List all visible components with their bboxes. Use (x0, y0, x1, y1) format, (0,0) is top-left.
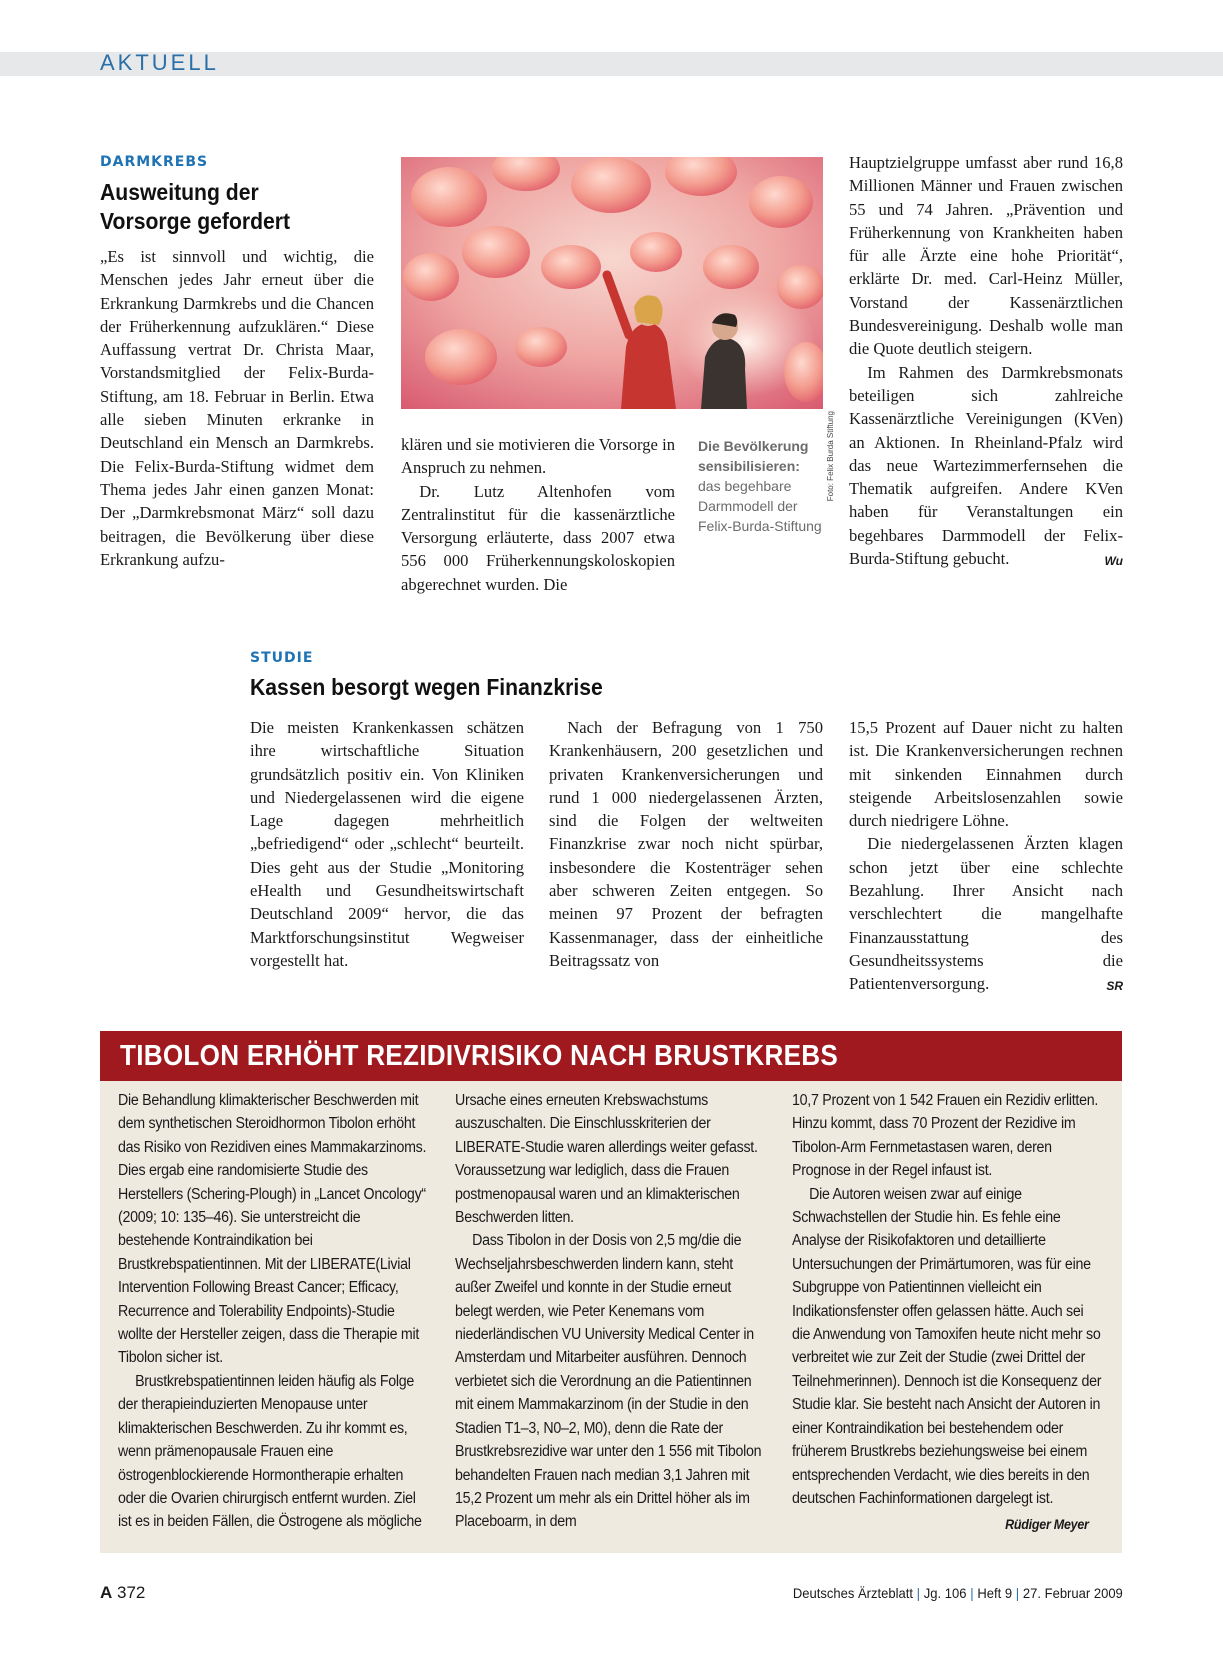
article2-col3-paragraph-2 (849, 832, 1123, 995)
footer-separator: | (970, 1585, 974, 1601)
footer-info (793, 1585, 1123, 1601)
box-column-2 (455, 1089, 765, 1534)
article1-col2-paragraph-2: Dr. Lutz Altenhofen vom Zentralinstitut für die kassenärztliche Versorgung erläuterte, dass 2007 etwa 556 000 Früherkennungskoloskopien abgerechnet wurden. Die (401, 481, 675, 594)
footer-date: 27. Februar 2009 (1023, 1585, 1123, 1601)
article1-signature: Wu (1104, 554, 1123, 569)
article1-col3-paragraph-2-text: Im Rahmen des Darmkrebsmonats beteiligen sich zahlreiche Kassenärztliche Vereinigungen (KVen) an Aktionen. In Rheinland-Pfalz wird das neue Wartezimmerfernsehen die Thematik aufgreifen. Andere KVen haben für Veranstaltungen ein begehbares Darmmodell der Felix-Burda-Stiftung gebucht. (849, 362, 1123, 569)
article1-headline (100, 178, 376, 236)
tibolon-box-title: TIBOLON ERHÖHT REZIDIVRISIKO NACH BRUSTKREBS (120, 1040, 839, 1072)
article2-column-2 (549, 716, 823, 972)
box-col3-paragraph-1: 10,7 Prozent von 1 542 Frauen ein Rezidiv erlitten. Hinzu kommt, dass 70 Prozent der Rezidive im Tibolon-Arm Fernmetastasen waren, deren Prognose in der Regel infaust ist. (792, 1092, 1099, 1180)
article1-headline-line2: Vorsorge gefordert (100, 208, 291, 234)
photo-credit: Foto: Felix Burda Stiftung (826, 411, 835, 502)
box-col1-paragraph-1: Die Behandlung klimakterischer Beschwerden mit dem synthetischen Steroidhormon Tibolon erhöht das Risiko von Rezidiven eines Mammakarzinoms. Dies ergab eine randomisierte Studie des Herstellers (Schering-Plough) in „Lancet Oncology“ (2009; 10: 135–46). Sie unterstreicht die bestehende Kontraindikation bei Brustkrebspatientinnen. Mit der LIBERATE(Livial Intervention Following Breast Cancer; Efficacy, Recurrence and Tolerability Endpoints)-Studie wollte der Hersteller zeigen, dass die Therapie mit Tibolon sicher ist. (118, 1092, 427, 1367)
article2-col1-text: Die meisten Krankenkassen schätzen ihre wirtschaftliche Situation grundsätzlich positiv ein. Von Kliniken und Niedergelassenen wird die eigene Lage dagegen mehrheitlich „befriedigend“ oder „schlecht“ beurteilt. Dies geht aus der Studie „Monitoring eHealth und Gesundheitswirtschaft Deutschland 2009“ hervor, die das Marktforschungsinstitut Wegweiser vorgestellt hat. (250, 718, 524, 970)
caption-title: Die Bevölkerung sensibilisieren: (698, 438, 809, 474)
article2-headline: Kassen besorgt wegen Finanzkrise (250, 674, 603, 700)
box-signature: Rüdiger Meyer (1005, 1517, 1089, 1533)
box-col1-paragraph-2: Brustkrebspatientinnen leiden häufig als Folge der therapieinduzierten Menopause unter klimakterischen Beschwerden. Zu ihr kommt es, wenn prämenopausale Frauen eine östrogenblockierende Hormontherapie erhalten oder die Ovarien chirurgisch entfernt wurden. Ziel ist es in beiden Fällen, die Östrogene als mögliche (118, 1372, 422, 1531)
intestine-model-photo (401, 157, 823, 409)
article1-column-2 (401, 433, 675, 596)
article1-col1-text: „Es ist sinnvoll und wichtig, die Menschen jedes Jahr erneut über die Erkrankung Darmkrebs und die Chancen der Früherkennung aufzuklären.“ Diese Auffassung vertrat Dr. Christa Maar, Vorstandsmitglied der Felix-Burda-Stiftung, am 18. Februar in Berlin. Etwa alle sieben Minuten erkranke in Deutschland ein Mensch an Darmkrebs. Die Felix-Burda-Stiftung widmet dem Thema jedes Jahr einen ganzen Monat: Der „Darmkrebsmonat März“ soll dazu beitragen, die Bevölkerung über diese Erkrankung aufzu- (100, 247, 374, 569)
article2-col2-text: Nach der Befragung von 1 750 Krankenhäusern, 200 gesetzlichen und privaten Krankenversicherungen und rund 1 000 niedergelassenen Ärzten, sind die Folgen der weltweiten Finanzkrise zwar noch nicht spürbar, insbesondere die Kostenträger sehen aber schweren Zeiten entgegen. So meinen 97 Prozent der befragten Kassenmanager, dass der einheitliche Beitragssatz von (549, 718, 823, 970)
page-number-value: 372 (117, 1583, 146, 1602)
article1-col3-paragraph-2 (849, 361, 1123, 571)
article2-kicker: STUDIE (250, 650, 314, 666)
article2-col3-paragraph-2-text: Die niedergelassenen Ärzten klagen schon jetzt über eine schlechte Bezahlung. Ihrer Ansicht nach verschlechtert die mangelhafte Finanzausstattung des Gesundheitssystems die Patientenversorgung. (849, 834, 1123, 994)
box-col3-paragraph-2-text: Die Autoren weisen zwar auf einige Schwachstellen der Studie hin. Es fehle eine Analyse der Risikofaktoren und detaillierte Untersuchungen der Primärtumoren, was für eine Subgruppe von Patientinnen vielleicht ein Indikationsfenster offen gelassen hätte. Auch sei die Anwendung von Tamoxifen heute nicht mehr so verbreitet wie zur Zeit der Studie (zwei Drittel der Teilnehmerinnen). Dennoch ist die Konsequenz der Studie klar. Sie besteht nach Ansicht der Autoren in einer Kontraindikation bei bestehendem oder früherem Brustkrebs beziehungsweise bei einem entsprechenden Verdacht, wie dies bereits in den deutschen Fachinformationen dargelegt ist. (792, 1185, 1102, 1507)
box-col2-paragraph-2: Dass Tibolon in der Dosis von 2,5 mg/die die Wechseljahrsbeschwerden lindern kann, steht außer Zweifel und konnte in der Studie erneut belegt werden, wie Peter Kenemans vom niederländischen VU University Medical Center in Amsterdam und Mitarbeiter ausführen. Dennoch verbietet sich die Verordnung an die Patientinnen mit einem Mammakarzinom (in der Studie in den Stadien T1–3, N0–2, M0), denn die Rate der Brustkrebsrezidive war unter den 1 556 mit Tibolon behandelten Frauen nach median 3,1 Jahren mit 15,2 Prozent um mehr als ein Drittel höher als im Placeboarm, in dem (455, 1232, 762, 1531)
photo-caption (698, 436, 828, 536)
box-col3-paragraph-2 (792, 1183, 1102, 1533)
article1-photo (401, 157, 823, 409)
article1-column-3 (849, 151, 1123, 573)
article1-col2-paragraph-1: klären und sie motivieren die Vorsorge in Anspruch zu nehmen. (401, 435, 675, 478)
footer-separator: | (1016, 1585, 1020, 1601)
article2-col3-paragraph-1: 15,5 Prozent auf Dauer nicht zu halten ist. Die Krankenversicherungen rechnen mit sinkenden Einnahmen durch steigende Arbeitslosenzahlen sowie durch niedrigere Löhne. (849, 718, 1123, 831)
footer-journal: Deutsches Ärzteblatt (793, 1585, 914, 1601)
box-column-1 (118, 1089, 428, 1534)
article1-kicker: DARMKREBS (100, 154, 209, 170)
page-number (100, 1583, 145, 1603)
article2-signature: SR (1106, 979, 1123, 994)
footer-issue: Heft 9 (977, 1585, 1013, 1601)
footer-volume: Jg. 106 (923, 1585, 967, 1601)
article1-col3-paragraph-1: Hauptzielgruppe umfasst aber rund 16,8 Millionen Männer und Frauen zwischen 55 und 74 Jahren. „Prävention und Früherkennung von Krankheiten haben für alle Ärzte eine hohe Priorität“, erklärte Dr. med. Carl-Heinz Müller, Vorstand der Kassenärztlichen Bundesvereinigung. Deshalb wolle man die Quote deutlich steigern. (849, 153, 1123, 359)
article1-column-1 (100, 245, 374, 571)
footer-separator: | (916, 1585, 921, 1601)
box-col2-paragraph-1: Ursache eines erneuten Krebswachstums auszuschalten. Die Einschlusskriterien der LIBERATE-Studie waren allerdings weiter gefasst. Voraussetzung war lediglich, dass die Frauen postmenopausal waren und an klimakterischen Beschwerden litten. (455, 1092, 758, 1227)
box-column-3 (792, 1089, 1102, 1537)
section-label: AKTUELL (100, 50, 219, 75)
caption-text: das begehbare Darmmodell der Felix-Burda-Stiftung (698, 478, 822, 534)
article2-column-3 (849, 716, 1123, 999)
article1-headline-line1: Ausweitung der (100, 179, 259, 205)
article2-column-1 (250, 716, 524, 972)
page-prefix: A (100, 1583, 113, 1602)
